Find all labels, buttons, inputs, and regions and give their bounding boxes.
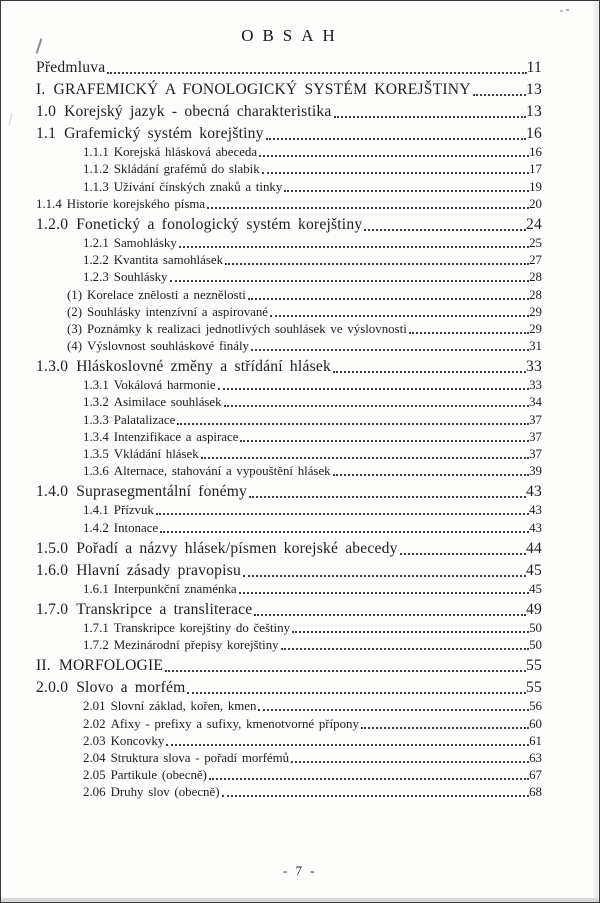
entry-page-number: 29 [529,304,542,319]
toc-entry [36,636,542,653]
entry-number: 1.7.0 [36,600,69,618]
entry-label: Mezinárodní přepisy korejštiny [113,638,279,653]
entry-label: Koncovky [110,733,165,748]
entry-number: 1.2.1 [83,235,109,250]
entry-page-number: 43 [529,503,542,518]
entry-label: Slovo a morfém [76,679,186,697]
toc-entry [36,580,542,597]
dot-leader [201,457,529,459]
entry-number: (4) [67,339,83,354]
entry-label: Slovní základ, kořen, kmen [110,699,257,714]
entry-label: Souhlásky intenzívní a aspirované [87,304,269,319]
entry-label: GRAFEMICKÝ A FONOLOGICKÝ SYSTÉM KOREJŠTINY [53,81,471,98]
entry-label: Fonetický a fonologický systém korejštiny [76,215,363,233]
entry-page-number: 61 [529,733,542,748]
page-number-footer: - 7 - [282,863,318,878]
entry-label: Hláskoslovné změny a střídání hlásek [76,358,331,376]
entry-page-number: 24 [526,215,542,233]
toc-entry [36,320,542,337]
dot-leader [218,388,529,390]
entry-label: Interpunkční znaménka [113,581,237,596]
scan-speck-artifact [566,9,569,11]
entry-page-number: 29 [529,321,542,336]
scan-edge-bottom [1,898,599,902]
entry-label: Partikule (obecně) [110,768,207,783]
entry-number: 1.4.2 [83,520,109,535]
dot-leader [240,440,529,442]
entry-number: 2.03 [83,733,106,748]
entry-label: Transkripce korejštiny do češtiny [113,620,291,635]
toc-entry [36,354,542,376]
entry-number: 2.06 [83,785,106,800]
toc-entry [36,597,542,619]
entry-number: 1.3.6 [83,464,109,479]
dot-leader [284,190,529,192]
dot-leader [281,648,530,650]
toc-entry [36,393,542,410]
toc-entry [36,428,542,445]
entry-number: 1.1.2 [83,162,109,177]
entry-label: Výslovnost souhláskové finály [87,339,250,354]
entry-label: Palatalizace [113,412,176,427]
entry-number: 1.3.3 [83,412,109,427]
dot-leader [225,263,529,265]
entry-number: (3) [67,321,83,336]
entry-page-number: 37 [529,447,542,461]
entry-page-number: 43 [526,483,542,501]
dot-leader [400,553,526,555]
entry-number: 1.7.2 [83,638,109,653]
dot-leader [292,631,529,633]
dot-leader [209,778,529,780]
entry-number: 1.2.0 [36,215,69,233]
toc-entry [36,55,542,77]
entry-label: Kvantita samohlásek [113,253,224,268]
entry-page-number: 16 [526,125,542,142]
toc-entry [36,653,542,675]
entry-page-number: 60 [529,716,542,731]
entry-number: 1.1.1 [83,145,109,160]
entry-number: 1.3.1 [83,378,109,393]
dot-leader [259,155,529,157]
entry-page-number: 34 [529,395,542,410]
entry-page-number: 39 [529,464,542,479]
dot-leader [291,761,529,763]
entry-number: 1.3.2 [83,395,109,410]
dot-leader [266,138,526,140]
toc-entry [36,160,542,177]
toc-entry [36,518,542,535]
toc-entry [36,251,542,268]
entry-number: 1.7.1 [83,620,109,635]
entry-page-number: 16 [529,145,542,160]
entry-number: 1.4.0 [36,483,69,501]
dot-leader [248,298,529,300]
entry-label: Druhy slov (obecně) [110,785,220,800]
entry-number: (1) [67,287,83,302]
dot-leader [361,727,529,729]
entry-label: Alternace, stahování a vypouštění hlásek [113,464,331,479]
toc-entry [36,121,542,143]
entry-page-number: 33 [529,378,542,393]
entry-label: Historie korejského písma [66,196,206,211]
entry-label: Samohlásky [113,235,177,250]
entry-label: Předmluva [36,59,106,76]
scan-edge-right [594,1,599,902]
dot-leader [224,405,530,407]
dot-leader [251,349,529,351]
toc-entry [36,410,542,427]
entry-page-number: 28 [529,287,542,302]
entry-page-number: 50 [529,620,542,635]
toc-entry [36,536,542,558]
entry-label: MORFOLOGIE [58,657,164,675]
toc-entry [36,749,542,766]
dot-leader [409,332,529,334]
toc-entry [36,732,542,749]
dot-leader [179,246,529,248]
toc-entry [36,195,542,212]
toc-entry [36,234,542,251]
entry-number: 1.1.4 [36,196,62,211]
entry-page-number: 25 [529,235,542,250]
entry-label: Transkripce a transliterace [76,600,253,618]
entry-page-number: 45 [529,581,542,596]
dot-leader [170,280,530,282]
entry-label: Suprasegmentální fonémy [76,483,248,501]
toc-entry [36,619,542,636]
dot-leader [333,474,529,476]
entry-label: Struktura slova - pořadí morfémů [110,750,290,765]
entry-number: 2.05 [83,768,106,783]
entry-page-number: 31 [529,339,542,354]
entry-page-number: 13 [526,81,542,98]
entry-page-number: 49 [526,600,542,618]
entry-label: Asimilace souhlásek [113,395,222,410]
page-content [1,1,599,800]
entry-number: 1.1.3 [83,179,109,194]
toc-entry [36,77,542,99]
dot-leader [270,315,529,317]
entry-number: 1.6.0 [36,561,69,579]
entry-page-number: 50 [529,638,542,653]
toc-entry [36,766,542,783]
entry-number: 2.0.0 [36,679,69,697]
toc-entry [36,714,542,731]
entry-label: Pořadí a názvy hlásek/písmen korejské abecedy [76,539,398,557]
dot-leader [177,423,529,425]
entry-number: 1.4.1 [83,503,109,518]
dot-leader [222,795,530,797]
entry-page-number: 43 [529,520,542,535]
entry-label: Grafemický systém korejštiny [64,125,264,142]
entry-number: 1.2.3 [83,270,109,285]
toc-entry [36,445,542,462]
dot-leader [333,371,526,373]
entry-label: Intenzifikace a aspirace [113,429,239,444]
entry-page-number: 55 [526,657,542,675]
toc-entry [36,337,542,354]
entry-page-number: 55 [526,679,542,697]
entry-page-number: 56 [529,699,542,714]
entry-number: 1.6.1 [83,581,109,596]
entry-number: I. [36,81,46,98]
entry-label: Souhlásky [113,270,168,285]
dot-leader [364,229,526,231]
entry-number: 1.3.5 [83,447,109,461]
toc-entry [36,501,542,518]
entry-label: Afixy - prefixy a sufixy, kmenotvorné přípony [110,716,359,731]
toc-entry [36,783,542,800]
entry-label: Vkládání hlásek [113,447,199,461]
entry-page-number: 19 [529,179,542,194]
dot-leader [156,513,529,515]
toc-entry [36,143,542,160]
toc-entry [36,285,542,302]
entry-number: 2.04 [83,750,106,765]
entry-label: Hlavní zásady pravopisu [76,561,241,579]
entry-page-number: 13 [526,103,542,120]
page-title: OBSAH [241,26,344,45]
entry-number: 1.3.4 [83,429,109,444]
toc-entry [36,268,542,285]
entry-page-number: 28 [529,270,542,285]
toc-entry [36,479,542,501]
entry-page-number: 27 [529,253,542,268]
toc-entry [36,558,542,580]
entry-number: 2.01 [83,699,106,714]
entry-number: 1.2.2 [83,253,109,268]
entry-page-number: 33 [526,358,542,376]
toc-entry [36,697,542,714]
toc-entry [36,212,542,234]
dot-leader [187,692,526,694]
dot-leader [107,72,526,74]
entry-number: II. [36,657,51,675]
entry-page-number: 44 [526,539,542,557]
toc-entry [36,303,542,320]
entry-label: Vokálová harmonie [113,378,216,393]
dot-leader [258,709,529,711]
dot-leader [160,531,529,533]
entry-number: 1.0 [36,103,57,120]
entry-page-number: 11 [526,59,542,76]
toc-entry [36,462,542,479]
dot-leader [207,207,529,209]
dot-leader [165,670,526,672]
entry-page-number: 37 [529,429,542,444]
dot-leader [473,94,526,96]
dot-leader [249,496,526,498]
entry-number: 1.3.0 [36,358,69,376]
toc-entry [36,99,542,121]
entry-number: 1.5.0 [36,539,69,557]
entry-page-number: 63 [529,750,542,765]
entry-label: Užívání čínských znaků a tinky [113,179,283,194]
dot-leader [334,116,526,118]
dot-leader [254,614,526,616]
entry-page-number: 68 [529,785,542,800]
entry-label: Korejská hlásková abeceda [113,145,258,160]
entry-label: Intonace [113,520,159,535]
entry-number: 1.1 [36,125,57,142]
toc-entry [36,376,542,393]
entry-page-number: 67 [529,768,542,783]
dot-leader [262,172,529,174]
dot-leader [239,592,529,594]
entry-label: Korejský jazyk - obecná charakteristika [64,103,332,120]
entry-label: Poznámky k realizaci jednotlivých souhlásek ve výslovnosti [87,321,407,336]
toc-list [36,55,542,800]
entry-number: 2.02 [83,716,106,731]
entry-label: Přízvuk [113,503,154,518]
entry-page-number: 37 [529,412,542,427]
entry-page-number: 20 [529,196,542,211]
entry-label: Skládání grafémů do slabik [113,162,260,177]
toc-entry [36,675,542,697]
entry-label: Korelace znělosti a neznělosti [87,287,246,302]
entry-page-number: 17 [529,162,542,177]
toc-entry [36,177,542,194]
entry-number: (2) [67,304,83,319]
entry-page-number: 45 [526,561,542,579]
dot-leader [243,575,526,577]
dot-leader [166,744,529,746]
